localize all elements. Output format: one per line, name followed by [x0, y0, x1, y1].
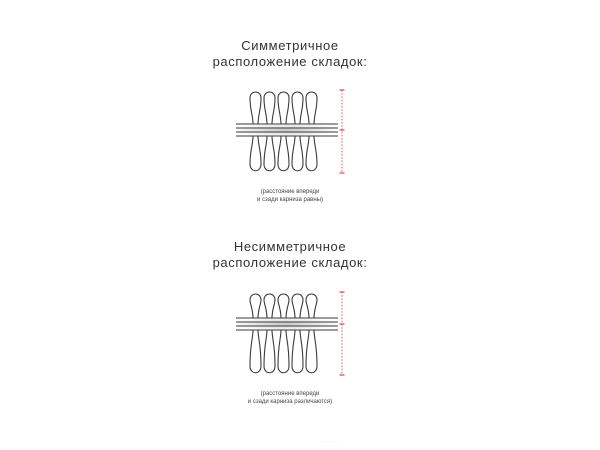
pleat-lower-loop	[264, 330, 275, 373]
curtain-rail-shade	[236, 318, 336, 330]
pleat-lower-loop	[250, 330, 261, 373]
pleat-upper-loop	[250, 294, 261, 318]
asymmetric-pleat-diagram	[232, 288, 352, 380]
pleat-lower-loop	[292, 330, 303, 373]
asymmetric-title	[0, 239, 580, 271]
symmetric-title-line2: расположение складок:	[212, 54, 368, 69]
symmetric-note-line1: (расстояние впереди	[260, 189, 320, 195]
asymmetric-pleat-svg	[232, 288, 352, 380]
symmetric-note-line2: и сзади карниза равны)	[257, 197, 323, 203]
pleat-upper-loop	[306, 294, 317, 318]
asymmetric-title-line2: расположение складок:	[212, 255, 368, 270]
faint-dots-decoration	[320, 440, 340, 443]
pleat-upper-loop	[292, 294, 303, 318]
pleat-lower-loop	[278, 136, 289, 171]
pleat-upper-loop	[292, 92, 303, 124]
pleat-upper-loop	[264, 92, 275, 124]
symmetric-pleat-diagram	[232, 86, 352, 178]
curtain-rail-shade	[236, 124, 336, 136]
asymmetric-title-line1: Несимметричное	[233, 239, 347, 254]
pleat-upper-loop	[278, 92, 289, 124]
asymmetric-note	[0, 390, 580, 406]
pleat-lower-loop	[264, 136, 275, 171]
pleat-lower-loop	[278, 330, 289, 373]
pleat-lower-loop	[292, 136, 303, 171]
pleat-upper-loop	[264, 294, 275, 318]
asymmetric-note-line1: (расстояние впереди	[260, 391, 320, 397]
pleat-lower-loop	[306, 330, 317, 373]
pleat-upper-loop	[306, 92, 317, 124]
asymmetric-note-line2: и сзади карниза различаются)	[247, 399, 333, 405]
pleat-lower-loop	[250, 136, 261, 171]
pleat-upper-loop	[278, 294, 289, 318]
symmetric-title	[0, 38, 580, 70]
pleat-upper-loop	[250, 92, 261, 124]
symmetric-note	[0, 188, 580, 204]
symmetric-pleat-svg	[232, 86, 352, 178]
symmetric-title-line1: Симметричное	[241, 38, 339, 53]
pleat-lower-loop	[306, 136, 317, 171]
